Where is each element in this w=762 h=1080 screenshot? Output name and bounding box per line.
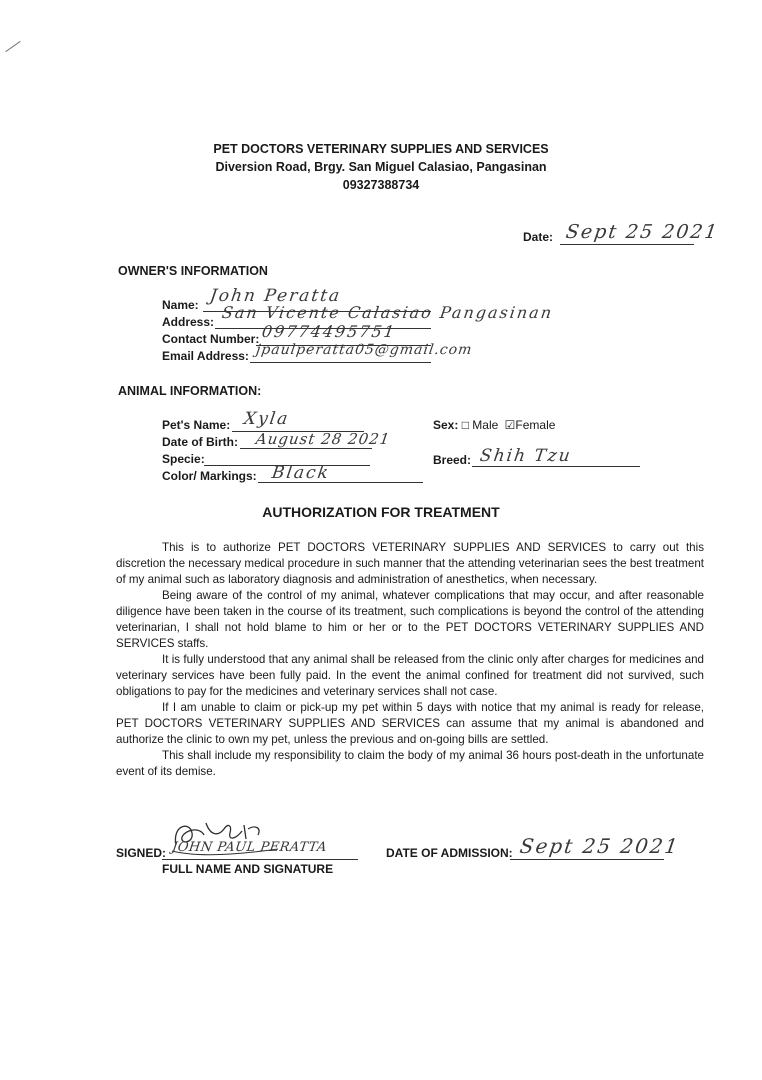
pet-name-value[interactable]: Xyla [242,409,291,429]
authorization-paragraph: This shall include my responsibility to claim the body of my animal 36 hours post-death in the unfortunate event of its demise. [116,749,704,778]
sex-male-option[interactable]: □ Male [461,418,499,432]
company-name: PET DOCTORS VETERINARY SUPPLIES AND SERVICES [213,142,549,156]
authorization-paragraph: If I am unable to claim or pick-up my pet within 5 days with notice that my animal is ready for release, PET DOCTORS VETERINARY SUPPLIES AND SERVICES can assume that my animal is abandoned and authorize the clinic to own my pet, unless the previous and on-going bills are settled. [116,701,704,746]
company-phone: 09327388734 [342,178,420,192]
owner-contact-label: Contact Number: [162,332,260,346]
company-address: Diversion Road, Brgy. San Miguel Calasiao, Pangasinan [215,160,547,174]
admission-date-line [510,859,664,860]
scan-mark [5,41,20,52]
animal-section-title: ANIMAL INFORMATION: [118,384,262,398]
sex-female-checkbox[interactable]: ☑ [504,418,516,432]
authorization-body [116,540,704,780]
breed-label: Breed: [433,453,472,467]
sex-label: Sex: [433,418,459,432]
dob-label: Date of Birth: [162,435,238,449]
dob-line [240,448,372,449]
admission-date-value[interactable]: Sept 25 2021 [518,834,682,858]
date-value[interactable]: Sept 25 2021 [564,221,721,243]
owner-name-label: Name: [162,298,199,312]
dob-value[interactable]: August 28 2021 [254,430,392,448]
owner-address-label: Address: [162,315,215,329]
owner-name-value[interactable]: John Peratta [208,286,343,306]
authorization-paragraph: It is fully understood that any animal shall be released from the clinic only after charges for medicines and veterinary services have been fully paid. In the event the animal confined for treatment did not survived, such obligations to pay for the medicines and veterinary services shall not case. [116,653,704,698]
sex-female-option[interactable]: Female [515,418,556,432]
specie-label: Specie: [162,452,205,466]
authorization-paragraph: This is to authorize PET DOCTORS VETERINARY SUPPLIES AND SERVICES to carry out this discretion the necessary medical procedure in such manner that the attending veterinarian sees the best treatment of my animal such as laboratory diagnosis and administration of anesthetics, when necessary. [116,541,704,586]
date-label: Date: [523,230,554,244]
breed-line [472,466,640,467]
pet-name-label: Pet's Name: [162,418,231,432]
owner-email-label: Email Address: [162,349,249,363]
owner-email-line [250,362,431,363]
signed-name-value[interactable]: JOHN PAUL PERATTA [170,840,328,855]
color-label: Color/ Markings: [162,469,257,483]
owner-contact-value[interactable]: 09774495751 [260,322,398,341]
owner-address-value[interactable]: San Vicente Calasiao Pangasinan [220,303,555,322]
full-name-signature-label: FULL NAME AND SIGNATURE [162,862,334,876]
sex-field [433,418,555,432]
owner-email-value[interactable]: jpaulperatta05@gmail.com [254,342,474,358]
breed-value[interactable]: Shih Tzu [478,446,574,466]
signature-scribble [166,815,286,863]
authorization-title: AUTHORIZATION FOR TREATMENT [262,504,500,520]
signed-label: SIGNED: [116,846,167,860]
owner-section-title: OWNER'S INFORMATION [118,264,268,278]
authorization-paragraph: Being aware of the control of my animal, whatever complications that may occur, and after reasonable diligence have been taken in the course of its treatment, such complications is beyond the control of the attending veterinarian, I shall not hold blame to him or her or to the PET DOCTORS VETERINARY SUPPLIES AND SERVICES staffs. [116,589,704,650]
color-value[interactable]: Black [270,463,332,483]
admission-date-label: DATE OF ADMISSION: [386,846,513,860]
date-line [560,244,694,245]
